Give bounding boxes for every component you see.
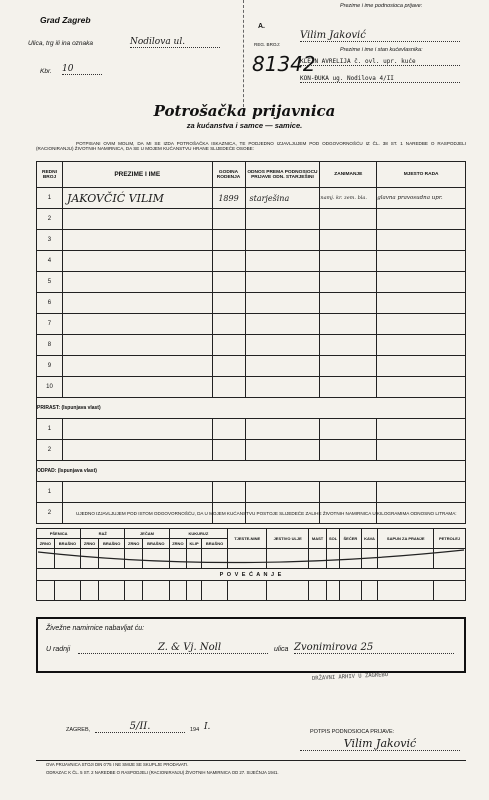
table-row <box>37 251 466 272</box>
row-number: 8 <box>37 335 63 356</box>
persons-table <box>36 161 466 524</box>
shop-label: U radnji <box>46 646 71 653</box>
city-label: Grad Zagreb <box>40 15 91 25</box>
regulation-note: ODRAZAC K ČL. 5 ST. 2 NAREDBE O RASPODJELI (RACIONIRANJU) ŽIVOTNIH NAMIRNICA OD 27. SIJEČNJA 1941. <box>46 770 279 775</box>
person-name: JAKOVČIĆ VILIM <box>62 188 212 209</box>
table-row <box>37 356 466 377</box>
food-sub-grain: ZRNO <box>169 539 187 549</box>
applicant-signature: Vilim Jaković <box>300 30 460 42</box>
owner-value-line2: KON-ĐUKA ug. Nodilova 4/II <box>300 75 460 83</box>
row-number: 10 <box>37 377 63 398</box>
person-workplace: glavna pravosudna upr. <box>377 188 466 209</box>
year-label: 194 <box>190 727 200 733</box>
row-number: 3 <box>37 230 63 251</box>
footer-divider <box>36 760 466 761</box>
house-number-value: 10 <box>62 64 102 75</box>
table-row <box>37 335 466 356</box>
owner-label: Prezime i ime i stan kućevlasnika: <box>340 47 423 53</box>
row-number: 9 <box>37 356 63 377</box>
table-row <box>37 230 466 251</box>
reg-number-label: REG. BROJ: <box>254 42 281 47</box>
table-row <box>37 314 466 335</box>
food-sub-flour: BRAŠNO <box>201 539 227 549</box>
owner-value-line1: KLEIN AVRELIJA č. ovl. upr. kuće <box>300 58 460 66</box>
row-number: 7 <box>37 314 63 335</box>
food-group-wheat: PŠENICA <box>37 529 81 539</box>
food-group-barley: JEČAM <box>125 529 169 539</box>
applicant-final-signature: Vilim Jaković <box>300 737 460 751</box>
intro-text: POTPISANI OVIM MOLIM, DA MI SE IZDA POTROŠAČKA ISKAZNICA, TE PODJEDNO IZJAVLJUJEM POD ODGOVORNOŠĆU IZ ČL. 38 ST. 1 NAREDBE O RASPODJELI (RACIONIRANJU) ŽIVOTNIH NAMIRNICA, DA SE U MOJEM KUĆANSTVU HRANE SLIJEDEĆE OSOBE: <box>36 141 466 151</box>
shop-value: Z. & Vj. Noll <box>78 642 268 654</box>
stock-declaration-text: UJEDNO IZJAVLJUJEM POD ISTOM ODGOVORNOŠĆU, DA U MOJEM KUĆANSTVU POSTOJE SLIJEDEĆE ZALIHE ŽIVOTNIH NAMIRNICA U KILOGRAMIMA ODNOSNO LITRAMA: <box>76 511 457 516</box>
archive-stamp: DRŽAVNI ARHIV U ZAGREBU <box>311 672 389 682</box>
section-letter: A. <box>258 23 265 30</box>
col-header-name: PREZIME I IME <box>62 162 212 188</box>
row-number: 1 <box>37 419 63 440</box>
house-number-label: Kbr. <box>40 68 52 75</box>
row-number: 2 <box>37 440 63 461</box>
departure-section-label: ODPAD: (Ispunjava vlast) <box>37 461 466 482</box>
col-header-birth-year: GODINA RODENJA <box>212 162 245 188</box>
row-number: 1 <box>37 188 63 209</box>
food-sub-grain: ZRNO <box>81 539 99 549</box>
col-header-relation: ODNOS PREMA PODNOSIOCU PRIJAVE ODN. STARJEŠINI <box>245 162 320 188</box>
food-group-rye: RAŽ <box>81 529 125 539</box>
row-number: 5 <box>37 272 63 293</box>
street-value: Nodilova ul. <box>130 37 220 48</box>
food-sub-grain: ZRNO <box>37 539 55 549</box>
increase-label: P O V E Ć A N J E <box>37 569 466 581</box>
table-row <box>37 440 466 461</box>
table-row <box>37 293 466 314</box>
shop-street-label: ulica <box>274 646 289 653</box>
food-sub-cob: KLIP <box>187 539 202 549</box>
food-sub-flour: BRAŠNO <box>143 539 169 549</box>
street-label: Ulica, trg ili ina oznaka <box>28 40 94 47</box>
form-subtitle: za kućanstva i samce — samice. <box>186 121 303 130</box>
food-col-petroleum: PETROLEJ <box>434 529 466 549</box>
place-label: ZAGREB, <box>66 727 91 733</box>
food-col-coffee: KAVA <box>361 529 378 549</box>
price-note: OVA PRIJAVNICA STOJI DIN 0'75 I NE SMIJE SE SKUPLJE PRODAVATI. <box>46 762 189 767</box>
table-row <box>37 377 466 398</box>
person-occupation: namj. kr. zem. bla. <box>320 188 377 209</box>
strike-through-line <box>36 548 466 570</box>
col-header-workplace: MJESTO RADA <box>377 162 466 188</box>
person-birth-year: 1899 <box>212 188 245 209</box>
food-sub-flour: BRAŠNO <box>98 539 124 549</box>
food-sub-flour: BRAŠNO <box>54 539 80 549</box>
increase-row <box>37 581 466 601</box>
year-suffix: I. <box>204 722 211 732</box>
food-col-lard: MAST <box>309 529 327 549</box>
applicant-label: Prezime i ime podnosioca prijave: <box>340 3 423 9</box>
food-col-salt: SOL <box>326 529 339 549</box>
table-row <box>37 209 466 230</box>
food-col-oil: JESTIVO ULJE <box>267 529 309 549</box>
table-row <box>37 272 466 293</box>
row-number: 2 <box>37 209 63 230</box>
form-title: Potrošačka prijavnica <box>153 102 336 120</box>
col-header-number: REDNI BROJ <box>37 162 63 188</box>
col-header-occupation: ZANIMANJE <box>320 162 377 188</box>
row-number: 2 <box>37 503 63 524</box>
food-col-sugar: ŠEĆER <box>340 529 361 549</box>
table-row <box>37 482 466 503</box>
reg-number-value: 81342 <box>252 52 316 76</box>
row-number: 4 <box>37 251 63 272</box>
person-relation: starješina <box>245 188 320 209</box>
fold-line <box>243 0 245 112</box>
table-row <box>37 419 466 440</box>
shop-street-value: Zvonimirova 25 <box>294 642 454 654</box>
food-sub-grain: ZRNO <box>125 539 143 549</box>
row-number: 1 <box>37 482 63 503</box>
food-col-pasta: TJESTE-NINE <box>228 529 267 549</box>
arrival-section-label: PRIRAST: (Ispunjava vlast) <box>37 398 466 419</box>
table-row <box>37 188 466 209</box>
purchase-label: Živežne namirnice nabavljat ću: <box>46 625 145 632</box>
signature-label: POTPIS PODNOSIOCA PRIJAVE: <box>310 729 395 735</box>
food-group-corn: KUKURUZ <box>169 529 228 539</box>
purchase-box <box>36 617 466 673</box>
row-number: 6 <box>37 293 63 314</box>
food-col-soap: SAPUN ZA PRANJE <box>378 529 434 549</box>
date-value: 5/II. <box>95 721 185 733</box>
